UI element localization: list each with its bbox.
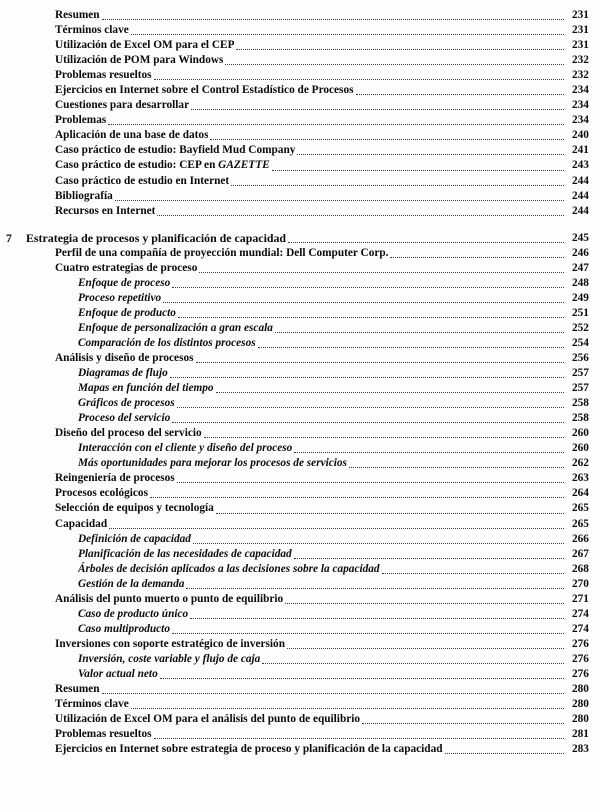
toc-entry[interactable]: [0, 38, 600, 53]
toc-entry-label: Utilización de POM para Windows: [55, 54, 224, 67]
toc-entry[interactable]: [0, 336, 600, 351]
toc-entry-label: Más oportunidades para mejorar los procesos de servicios: [78, 457, 347, 470]
toc-page-number: 264: [572, 487, 589, 500]
toc-page-number: 260: [572, 427, 589, 440]
toc-page-number: 234: [572, 99, 589, 112]
toc-entry[interactable]: [0, 532, 600, 547]
toc-entry[interactable]: [0, 261, 600, 276]
toc-entry-label: Resumen: [55, 9, 100, 21]
toc-page-number: 258: [572, 412, 589, 425]
toc-leader-dots: [204, 426, 564, 441]
toc-entry[interactable]: [0, 396, 600, 411]
toc-page-number: 265: [572, 502, 589, 515]
toc-page-number: 281: [572, 728, 589, 741]
toc-entry[interactable]: [0, 53, 600, 68]
toc-entry-label: Enfoque de producto: [78, 306, 176, 319]
toc-entry-label: Bibliografía: [55, 189, 113, 202]
toc-page-number: 244: [572, 189, 589, 202]
toc-leader-dots: [262, 652, 564, 667]
toc-page-number: 276: [572, 667, 589, 680]
toc-entry[interactable]: [0, 158, 600, 173]
toc-leader-dots: [349, 456, 564, 471]
toc-leader-dots: [154, 68, 564, 83]
toc-entry-label: Recursos en Internet: [55, 204, 156, 217]
toc-chapter-entry[interactable]: [0, 230, 600, 246]
toc-page-number: 257: [572, 367, 589, 380]
toc-page-number: 232: [572, 69, 589, 82]
toc-entry-label: Análisis del punto muerto o punto de equilibrio: [55, 592, 284, 605]
toc-entry[interactable]: [0, 113, 600, 128]
toc-entry-label: Utilización de Excel OM para el análisis del punto de equilibrio: [55, 713, 361, 726]
toc-entry-label: Perfil de una compañía de proyección mundial: Dell Computer Corp.: [55, 246, 389, 259]
toc-leader-dots: [297, 143, 564, 158]
toc-leader-dots: [160, 667, 564, 682]
toc-page-number: 234: [572, 114, 589, 127]
toc-entry[interactable]: [0, 98, 600, 113]
toc-entry-label: Estrategia de procesos y planificación de capacidad: [26, 230, 287, 245]
toc-page-number: 240: [572, 129, 589, 142]
toc-page-number: 246: [572, 246, 589, 259]
toc-leader-dots: [225, 53, 564, 68]
toc-entry[interactable]: [0, 8, 600, 23]
toc-page-number: 280: [572, 713, 589, 726]
toc-leader-dots: [109, 517, 564, 532]
toc-page-number: 248: [572, 276, 589, 289]
toc-entry[interactable]: [0, 68, 600, 83]
toc-leader-dots: [154, 727, 564, 742]
toc-page-number: 243: [572, 159, 589, 172]
toc-leader-dots: [356, 83, 565, 98]
toc-entry[interactable]: [0, 291, 600, 306]
toc-entry[interactable]: [0, 682, 600, 697]
toc-entry[interactable]: [0, 742, 600, 757]
toc-leader-dots: [157, 204, 564, 219]
toc-leader-dots: [177, 396, 564, 411]
toc-entry[interactable]: [0, 486, 600, 501]
toc-leader-dots: [362, 712, 564, 727]
toc-entry-label: Términos clave: [55, 24, 129, 37]
toc-entry-label: Comparación de los distintos procesos: [78, 336, 256, 349]
toc-entry[interactable]: [0, 697, 600, 712]
toc-entry[interactable]: [0, 727, 600, 742]
toc-page-number: 283: [572, 743, 589, 756]
toc-page-number: 231: [572, 39, 589, 52]
toc-page-number: 266: [572, 532, 589, 545]
toc-leader-dots: [275, 321, 564, 336]
toc-entry-label: Diagramas de flujo: [78, 367, 168, 380]
toc-entry[interactable]: [0, 471, 600, 486]
toc-entry[interactable]: [0, 23, 600, 38]
toc-leader-dots: [131, 23, 564, 38]
toc-entry[interactable]: [0, 517, 600, 532]
toc-entry[interactable]: [0, 712, 600, 727]
toc-leader-dots: [231, 174, 564, 189]
toc-leader-dots: [163, 291, 564, 306]
toc-leader-dots: [115, 189, 564, 204]
toc-entry-label: Gráficos de procesos: [78, 397, 175, 410]
toc-entry-label: Gestión de la demanda: [78, 577, 185, 590]
toc-leader-dots: [288, 231, 564, 246]
toc-entry-label: Cuatro estrategias de proceso: [55, 261, 198, 274]
toc-entry-label: Problemas: [55, 114, 107, 127]
toc-leader-dots: [285, 592, 564, 607]
toc-leader-dots: [170, 366, 564, 381]
toc-entry[interactable]: [0, 667, 600, 682]
toc-entry[interactable]: [0, 276, 600, 291]
toc-page-number: 280: [572, 683, 589, 696]
toc-entry[interactable]: [0, 441, 600, 456]
toc-entry-label: Interacción con el cliente y diseño del proceso: [78, 442, 293, 455]
toc-entry-label-italic: GAZETTE: [218, 159, 270, 172]
toc-page-number: 258: [572, 397, 589, 410]
toc-leader-dots: [131, 697, 564, 712]
toc-entry-label: Problemas resueltos: [55, 69, 152, 82]
toc-entry[interactable]: [0, 204, 600, 219]
toc-chapter-number: 7: [6, 231, 12, 245]
toc-leader-dots: [272, 159, 564, 174]
toc-page-number: 254: [572, 336, 589, 349]
toc-list: [0, 8, 600, 757]
toc-page-number: 257: [572, 382, 589, 395]
toc-page-number: 245: [572, 231, 589, 244]
toc-entry[interactable]: [0, 381, 600, 396]
toc-entry-label: Definición de capacidad: [78, 532, 191, 545]
toc-page-number: 231: [572, 24, 589, 37]
toc-leader-dots: [190, 607, 564, 622]
toc-entry-label: Caso práctico de estudio: Bayfield Mud Company: [55, 144, 296, 157]
toc-leader-dots: [294, 547, 564, 562]
toc-leader-dots: [210, 128, 564, 143]
toc-leader-dots: [177, 471, 564, 486]
toc-entry[interactable]: [0, 562, 600, 577]
toc-entry-label: Diseño del proceso del servicio: [55, 427, 202, 440]
toc-leader-dots: [191, 98, 564, 113]
toc-entry-label: Mapas en función del tiempo: [78, 382, 214, 395]
toc-page-number: 268: [572, 562, 589, 575]
toc-entry[interactable]: [0, 637, 600, 652]
toc-page-number: 274: [572, 622, 589, 635]
toc-entry-label: Ejercicios en Internet sobre el Control Estadístico de Procesos: [55, 84, 354, 97]
toc-entry-label: Aplicación de una base de datos: [55, 129, 209, 142]
toc-entry-label: Utilización de Excel OM para el CEP: [55, 39, 235, 52]
toc-entry[interactable]: [0, 366, 600, 381]
toc-page-number: 232: [572, 54, 589, 67]
toc-entry-label: Reingeniería de procesos: [55, 472, 175, 485]
toc-entry[interactable]: [0, 351, 600, 366]
toc-page-number: 265: [572, 517, 589, 530]
toc-leader-dots: [172, 411, 564, 426]
toc-entry-label: Proceso del servicio: [78, 412, 171, 425]
toc-entry-label: Enfoque de personalización a gran escala: [78, 321, 273, 334]
toc-page-number: 274: [572, 607, 589, 620]
toc-entry[interactable]: [0, 607, 600, 622]
toc-entry[interactable]: [0, 411, 600, 426]
toc-entry[interactable]: [0, 143, 600, 158]
toc-page-number: 231: [572, 9, 589, 21]
toc-page-number: 244: [572, 174, 589, 187]
toc-entry-label: Inversiones con soporte estratégico de inversión: [55, 637, 285, 650]
toc-page-number: 270: [572, 577, 589, 590]
toc-entry[interactable]: [0, 189, 600, 204]
toc-page-number: 276: [572, 652, 589, 665]
toc-leader-dots: [102, 8, 564, 23]
toc-entry-label: Cuestiones para desarrollar: [55, 99, 190, 112]
toc-entry[interactable]: [0, 652, 600, 667]
toc-leader-dots: [172, 622, 564, 637]
toc-entry-label: Problemas resueltos: [55, 728, 152, 741]
toc-leader-dots: [102, 682, 564, 697]
toc-leader-dots: [287, 637, 564, 652]
toc-page-number: 244: [572, 204, 589, 217]
toc-leader-dots: [178, 306, 564, 321]
toc-entry-label: Enfoque de proceso: [78, 276, 171, 289]
toc-leader-dots: [186, 577, 564, 592]
toc-leader-dots: [216, 502, 564, 517]
toc-page-number: 252: [572, 321, 589, 334]
toc-entry-label: Términos clave: [55, 698, 129, 711]
toc-page-number: 260: [572, 442, 589, 455]
toc-entry[interactable]: [0, 426, 600, 441]
toc-entry-label: Análisis y diseño de procesos: [55, 351, 194, 364]
toc-page-number: 249: [572, 291, 589, 304]
toc-entry-label: Caso práctico de estudio en Internet: [55, 174, 230, 187]
toc-entry-label: Planificación de las necesidades de capacidad: [78, 547, 292, 560]
toc-page-number: 276: [572, 637, 589, 650]
toc-leader-dots: [196, 351, 564, 366]
toc-entry-label: Valor actual neto: [78, 667, 158, 680]
toc-leader-dots: [172, 276, 564, 291]
toc-entry-label: Selección de equipos y tecnología: [55, 502, 214, 515]
toc-spacer: [0, 219, 600, 230]
toc-leader-dots: [294, 441, 564, 456]
toc-entry[interactable]: [0, 306, 600, 321]
toc-page-number: 247: [572, 261, 589, 274]
toc-page-number: 267: [572, 547, 589, 560]
toc-leader-dots: [382, 562, 564, 577]
toc-entry-label: Capacidad: [55, 517, 108, 530]
toc-entry[interactable]: [0, 246, 600, 261]
toc-page-number: 271: [572, 592, 589, 605]
toc-entry-label: Procesos ecológicos: [55, 487, 148, 500]
toc-entry[interactable]: [0, 174, 600, 189]
toc-leader-dots: [150, 486, 564, 501]
toc-entry-label: Árboles de decisión aplicados a las decisiones sobre la capacidad: [78, 562, 380, 575]
toc-entry[interactable]: [0, 456, 600, 471]
toc-leader-dots: [445, 742, 564, 757]
toc-entry-label: Ejercicios en Internet sobre estrategia de proceso y planificación de la capacidad: [55, 743, 443, 756]
toc-entry-label: Caso de producto único: [78, 607, 189, 620]
toc-entry[interactable]: [0, 547, 600, 562]
toc-entry[interactable]: [0, 592, 600, 607]
toc-entry-label: Caso práctico de estudio: CEP en GAZETTE: [55, 159, 270, 172]
toc-leader-dots: [216, 381, 564, 396]
toc-page-number: 256: [572, 351, 589, 364]
toc-entry[interactable]: [0, 83, 600, 98]
toc-entry-label: Caso multiproducto: [78, 622, 170, 635]
toc-leader-dots: [390, 246, 564, 261]
toc-leader-dots: [236, 38, 564, 53]
toc-entry[interactable]: [0, 577, 600, 592]
toc-page-number: 241: [572, 144, 589, 157]
toc-leader-dots: [108, 113, 564, 128]
toc-entry-label: Proceso repetitivo: [78, 291, 162, 304]
toc-leader-dots: [199, 261, 564, 276]
toc-page-number: 251: [572, 306, 589, 319]
toc-entry-label: Resumen: [55, 683, 100, 696]
toc-page-number: 262: [572, 457, 589, 470]
toc-entry[interactable]: [0, 501, 600, 516]
toc-page-number: 263: [572, 472, 589, 485]
toc-entry[interactable]: [0, 128, 600, 143]
toc-entry[interactable]: [0, 321, 600, 336]
toc-page-number: 280: [572, 698, 589, 711]
toc-page-number: 234: [572, 84, 589, 97]
toc-entry-label: Inversión, coste variable y flujo de caja: [78, 652, 261, 665]
toc-entry[interactable]: [0, 622, 600, 637]
toc-leader-dots: [258, 336, 564, 351]
toc-leader-dots: [193, 532, 564, 547]
